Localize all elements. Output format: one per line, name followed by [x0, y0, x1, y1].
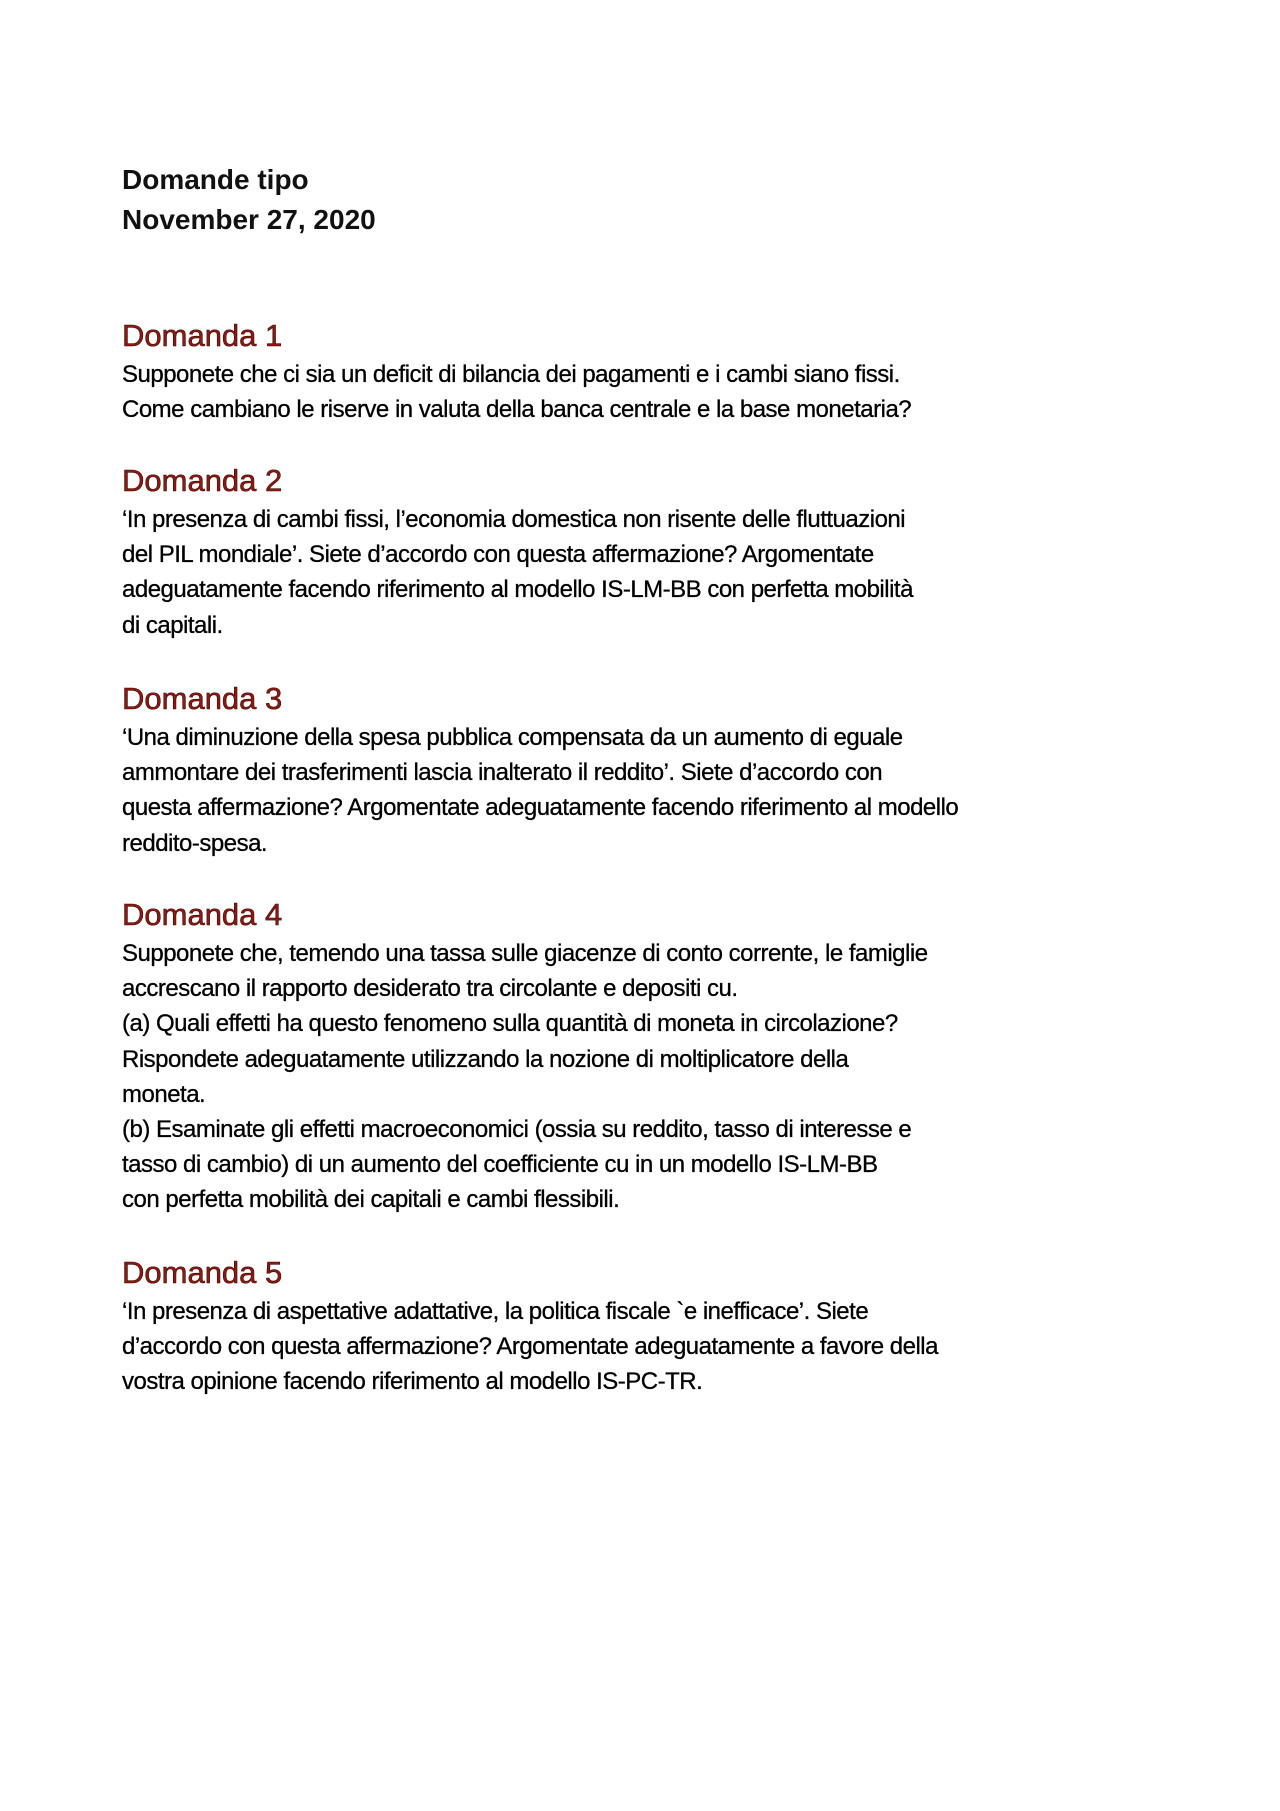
question-text-line: (a) Quali effetti ha questo fenomeno sulla quantità di moneta in circolazione? [122, 1010, 898, 1038]
question-text-line: moneta. [122, 1080, 206, 1108]
question-title: Domanda 3 [122, 681, 283, 716]
question-2 [122, 462, 1122, 643]
question-text-line: ‘In presenza di cambi fissi, l’economia domestica non risente delle fluttuazioni [122, 506, 906, 533]
question-text-line: ‘In presenza di aspettative adattative, la politica fiscale `e inefficace’. Siete [122, 1298, 869, 1325]
question-5 [122, 1254, 1122, 1400]
question-text-line: Rispondete adeguatamente utilizzando la nozione di moltiplicatore della [122, 1045, 849, 1073]
question-title: Domanda 4 [122, 897, 283, 932]
question-text-line: questa affermazione? Argomentate adeguatamente facendo riferimento al modello [122, 794, 959, 822]
question-text-line: Come cambiano le riserve in valuta della banca centrale e la base monetaria? [122, 396, 912, 424]
question-1 [122, 317, 1122, 427]
question-4 [122, 896, 1122, 1218]
question-text-line: con perfetta mobilità dei capitali e cambi flessibili. [122, 1186, 620, 1214]
question-title: Domanda 2 [122, 463, 283, 498]
question-3 [122, 680, 1122, 861]
question-text-line: tasso di cambio) di un aumento del coefficiente cu in un modello IS-LM-BB [122, 1151, 878, 1179]
question-text-line: di capitali. [122, 611, 223, 639]
question-text-line: Supponete che ci sia un deficit di bilancia dei pagamenti e i cambi siano fissi. [122, 361, 900, 388]
document-title: Domande tipo [122, 164, 309, 195]
document-header [122, 160, 376, 240]
question-text-line: reddito-spesa. [122, 829, 268, 857]
question-text-line: ammontare dei trasferimenti lascia inalterato il reddito’. Siete d’accordo con [122, 759, 883, 787]
question-title: Domanda 1 [122, 318, 283, 353]
document-date: November 27, 2020 [122, 204, 376, 235]
question-text-line: Supponete che, temendo una tassa sulle giacenze di conto corrente, le famiglie [122, 940, 928, 967]
question-text-line: accrescano il rapporto desiderato tra circolante e depositi cu. [122, 975, 738, 1003]
question-text-line: adeguatamente facendo riferimento al modello IS-LM-BB con perfetta mobilità [122, 576, 913, 604]
question-title: Domanda 5 [122, 1255, 283, 1290]
question-text-line: ‘Una diminuzione della spesa pubblica compensata da un aumento di eguale [122, 724, 903, 751]
question-text-line: del PIL mondiale’. Siete d’accordo con questa affermazione? Argomentate [122, 541, 874, 569]
question-text-line: d’accordo con questa affermazione? Argomentate adeguatamente a favore della [122, 1333, 938, 1361]
question-text-line: vostra opinione facendo riferimento al modello IS-PC-TR. [122, 1368, 703, 1396]
question-text-line: (b) Esaminate gli effetti macroeconomici (ossia su reddito, tasso di interesse e [122, 1116, 912, 1144]
